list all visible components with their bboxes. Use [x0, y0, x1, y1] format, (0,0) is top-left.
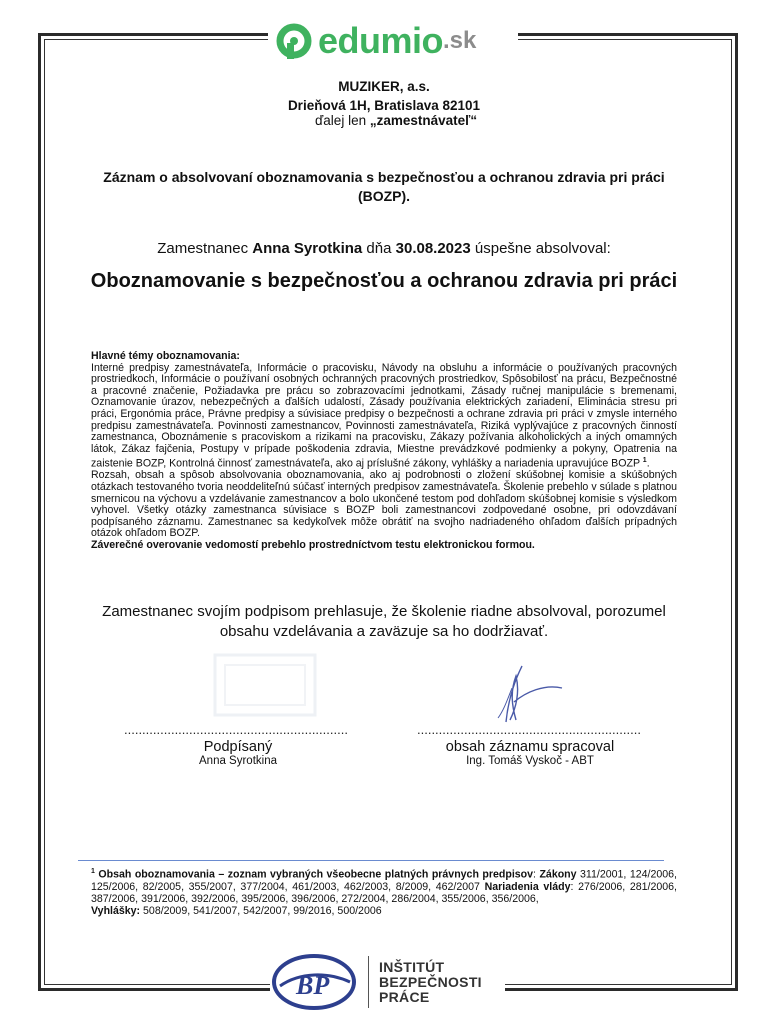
institute-name-line1: INŠTITÚT: [379, 958, 445, 975]
footnote-laws: 311/2001, 124/2006, 125/2006, 82/2005, 355/2007, 377/2004, 461/2003, 462/2003, 8/2009, 462/2007: [91, 868, 677, 893]
topics-scope: Rozsah, obsah a spôsob absolvovania oboznamovania, ako aj podrobnosti o zložení skúšobnej komisie a skúšobných otázkach testovaného tvoria neoddeliteľnú súčasť interných predpisov zamestnávateľa. Školenie prebehlo v súlade s platnou smernicou na výchovu a vzdelávanie zamestnancov a bolo ukončené testom pod dohľadom skúšobnej komisie s výsledkom vyhovel. Všetky otázky zamestnanca súvisiace s BOZP boli zamestnancovi zodpovedané osobne, pri odovzdávaní podpísaného záznamu. Zamestnanec sa kedykoľvek môže obrátiť na svojho nadriadeného ohľadom ďalších prípadných otázok ohľadom BOZP.: [91, 469, 677, 540]
footnote-decrees-label: Vyhlášky:: [91, 905, 141, 918]
employer-ref-label: „zamestnávateľ“: [369, 113, 478, 128]
topics-heading: Hlavné témy oboznamovania:: [91, 350, 240, 362]
edumio-logo-icon: [274, 21, 314, 61]
employee-name: Anna Syrotkina: [252, 240, 363, 257]
brand-tld: .sk: [443, 27, 477, 54]
completion-statement: [0, 240, 768, 257]
institute-name-line3: PRÁCE: [379, 988, 430, 1005]
brand-name: edumio: [318, 20, 444, 61]
institute-logo: [270, 950, 505, 1014]
footnote-regs-label: Nariadenia vlády: [484, 880, 571, 893]
institute-name: [379, 960, 482, 1005]
signature-role-employee: Podpísaný: [203, 739, 273, 755]
footnote-regs: 276/2006, 281/2006, 387/2006, 391/2006, 392/2006, 395/2006, 396/2006, 272/2004, 286/2004, 355/2006, 356/2006,: [91, 880, 677, 906]
footnote: $^1$ Obsah oboznamovania – zoznam vybraných všeobecne platných právnych predpisov: Zákony 311/2001, 124/2006, 125/2006, 82/2005, 355/2007, 377/2004, 461/2003, 462/2003, 8/2009, 462/2007 Nariadenia vlády: 276/2006, 281/2006, 387/2006, 391/2006, 392/2006, 395/2006, 396/2006, 272/2004, 286/2004, 355/2006, 356/2006, Vyhlášky: 508/2009, 541/2007, 542/2007, 99/2016, 500/2006: [91, 868, 677, 918]
completion-date: 30.08.2023: [395, 240, 471, 257]
employee-declaration: Zamestnanec svojím podpisom prehlasuje, že školenie riadne absolvoval, porozumel obsahu vzdelávania a zaväzuje sa ho dodržiavať.: [102, 603, 666, 640]
edumio-logo: [268, 18, 518, 64]
signature-name-employee: Anna Syrotkina: [199, 755, 277, 767]
lead-suffix: úspešne absolvoval:: [470, 240, 611, 257]
record-title: Záznam o absolvovaní oboznamovania s bezpečnosťou a ochranou zdravia pri práci (BOZP).: [103, 169, 665, 204]
faint-stamp-image: [210, 650, 320, 720]
employer-address: Drieňová 1H, Bratislava 82101: [287, 98, 481, 113]
ibp-emblem-icon: [270, 952, 358, 1012]
topics-body-paragraph: Interné predpisy zamestnávateľa, Informácie o pracovisku, Návody na obsluhu a informácie o používaných pracovných prostriedkoch, Informácie o používaní osobných ochranných pracovných prostriedkov, Spôsobilosť na prácu, Bezpečnostné a pracovné značenie, Požiadavka pre prácu so zobrazovacími jednotkami, Zásady ručnej manipulácie s bremenami, Oznamovanie úrazov, nebezpečných a ďalších udalostí, Zásady používania elektrických zariadení, Eliminácia stresu pri práci, Ergonómia práce, Právne predpisy a súvisiace predpisy o bezpečnosti a ochrane zdravia pri práci v zmysle interného predpisu zamestnávateľa. Povinnosti zamestnancov, Povinnosti zamestnávateľa, Riziká vyplývajúce z pracovných činností zamestnanca, Oboznámenie s pracoviskom a rizikami na pracovisku, Zákazy požívania alkoholických a iných omamných látok, Zákaz fajčenia, Postupy v prípade poškodenia zdravia, Miestne prevádzkové podmienky a pokyny, Opatrenia na zaistenie BOZP, Kontrolná činnosť zamestnávateľa, ako aj príslušné zákony, vyhlášky a nariadenia upravujúce BOZP $^1$.: [91, 361, 677, 470]
signature-role-processor: obsah záznamu spracoval: [445, 739, 615, 755]
topics-body: Interné predpisy zamestnávateľa, Informácie o pracovisku, Návody na obsluhu a informácie o používaných pracovných prostriedkoch, Informácie o používaní osobných ochranných pracovných prostriedkov, Spôsobilosť na prácu, Bezpečnostné a pracovné značenie, Požiadavka pre prácu so zobrazovacími jednotkami, Zásady ručnej manipulácie s bremenami, Oznamovanie úrazov, nebezpečných a ďalších udalostí, Zásady používania elektrických zariadení, Eliminácia stresu pri práci, Ergonómia práce, Právne predpisy a súvisiace predpisy o bezpečnosti a ochrane zdravia pri práci v zmysle interného predpisu zamestnávateľa. Povinnosti zamestnancov, Povinnosti zamestnávateľa, Riziká vyplývajúce z pracovných činností zamestnanca, Oboznámenie s pracoviskom a rizikami na pracovisku, Zákazy požívania alkoholických a iných omamných látok, Zákaz fajčenia, Postupy v prípade poškodenia zdravia, Miestne prevádzkové podmienky a pokyny, Opatrenia na zaistenie BOZP, Kontrolná činnosť zamestnávateľa, ako aj príslušné zákony, vyhlášky a nariadenia upravujúce BOZP: [91, 361, 677, 470]
topics-verification: Záverečné overovanie vedomostí prebehlo prostredníctvom testu elektronickou formou.: [91, 539, 535, 552]
footnote-decrees: 508/2009, 541/2007, 542/2007, 99/2016, 500/2006: [143, 905, 382, 918]
course-title: Oboznamovanie s bezpečnosťou a ochranou zdravia pri práci: [90, 270, 678, 292]
employer-name: MUZIKER, a.s.: [338, 79, 430, 94]
footnote-laws-label: Zákony: [539, 868, 577, 881]
signature-line-processor: ..............................................................: [417, 722, 641, 737]
signature-line-employee: ..............................................................: [124, 722, 348, 737]
footnote-label: Obsah oboznamovania – zoznam vybraných všeobecne platných právnych predpisov: [98, 868, 534, 881]
lead-middle: dňa: [362, 240, 396, 257]
ibp-separator: [368, 956, 369, 1008]
footnote-reference: 1: [642, 457, 647, 465]
footnote-marker: 1: [91, 868, 95, 875]
topics-section: [91, 351, 677, 552]
lead-prefix: Zamestnanec: [157, 240, 253, 257]
institute-name-line2: BEZPEČNOSTI: [379, 973, 482, 990]
employer-reference: [315, 113, 477, 128]
employer-block: [0, 77, 768, 115]
employer-ref-prefix: ďalej len: [315, 113, 370, 128]
ibp-emblem-text: BP: [296, 971, 330, 1000]
signature-image: [486, 662, 566, 728]
footnote-divider: [78, 860, 664, 861]
signature-name-processor: Ing. Tomáš Vyskoč - ABT: [466, 755, 594, 767]
